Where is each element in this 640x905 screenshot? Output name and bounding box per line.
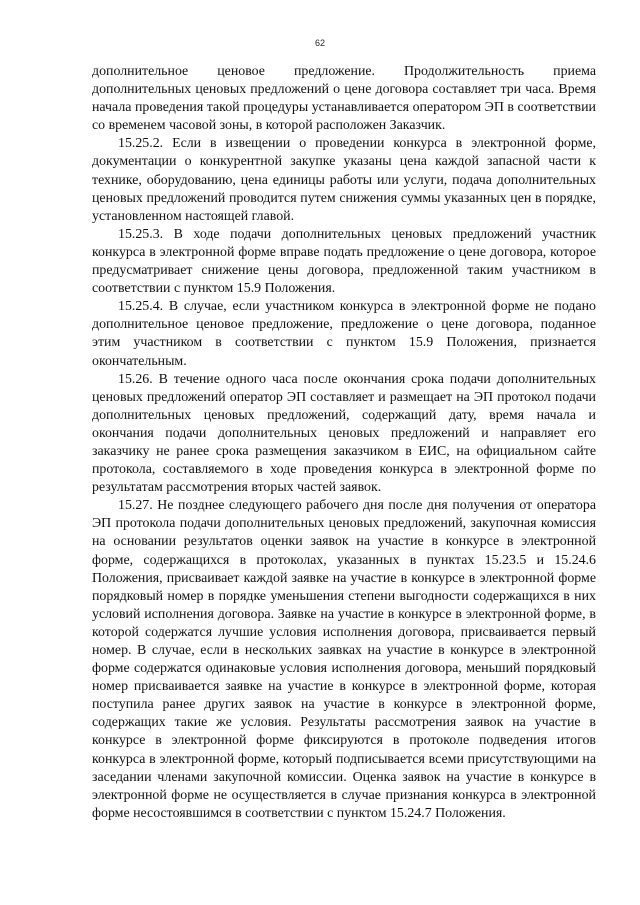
paragraph-15-25-2: 15.25.2. Если в извещении о проведении конкурса в электронной форме, документации о конкурентной закупке указаны цена каждой запасной части к технике, оборудованию, цена единицы работы или услуги, подача дополнительных ценовых предложений проводится путем снижения суммы указанных цен в порядке, установленном настоящей главой. (92, 136, 596, 224)
paragraph-15-26: 15.26. В течение одного часа после окончания срока подачи дополнительных ценовых предложений оператор ЭП составляет и размещает на ЭП протокол подачи дополнительных ценовых предложений, содержащий дату, время начала и окончания подачи дополнительных ценовых предложений и направляет его заказчику не ранее срока размещения заказчиком в ЕИС, на официальном сайте протокола, составляемого в ходе проведения конкурса в электронной форме по результатам рассмотрения вторых частей заявок. (92, 371, 596, 496)
document-body (92, 63, 596, 823)
paragraph-15-27: 15.27. Не позднее следующего рабочего дня после дня получения от оператора ЭП протокола подачи дополнительных ценовых предложений, закупочная комиссия на основании результатов оценки заявок на участие в конкурсе в электронной форме, содержащихся в протоколах, указанных в пунктах 15.23.5 и 15.24.6 Положения, присваивает каждой заявке на участие в конкурсе в электронной форме порядковый номер в порядке уменьшения степени выгодности содержащихся в них условий исполнения договора. Заявке на участие в конкурсе в электронной форме, в которой содержатся лучшие условия исполнения договора, присваивается первый номер. В случае, если в нескольких заявках на участие в конкурсе в электронной форме содержатся одинаковые условия исполнения договора, меньший порядковый номер присваивается заявке на участие в конкурсе в электронной форме, которая поступила ранее других заявок на участие в конкурсе в электронной форме, содержащих такие же условия. Результаты рассмотрения заявок на участие в конкурсе в электронной форме фиксируются в протоколе подведения итогов конкурса в электронной форме, который подписывается всеми присутствующими на заседании членами закупочной комиссии. Оценка заявок на участие в конкурсе в электронной форме не осуществляется в случае признания конкурса в электронной форме несостоявшимся в соответствии с пунктом 15.24.7 Положения. (92, 498, 596, 821)
paragraph-15-25-3: 15.25.3. В ходе подачи дополнительных ценовых предложений участник конкурса в электронной форме вправе подать предложение о цене договора, которое предусматривает снижение цены договора, предложенной таким участником в соответствии с пунктом 15.9 Положения. (92, 226, 596, 297)
paragraph-15-25-1-continuation: дополнительное ценовое предложение. Продолжительность приема дополнительных ценовых предложений о цене договора составляет три часа. Время начала проведения такой процедуры устанавливается оператором ЭП в соответствии со временем часовой зоны, в которой расположен Заказчик. (92, 64, 596, 134)
page-number: 62 (314, 38, 325, 48)
paragraph-15-25-4: 15.25.4. В случае, если участником конкурса в электронной форме не подано дополнительное ценовое предложение, предложение о цене договора, поданное этим участником в соответствии с пунктом 15.9 Положения, признается окончательным. (92, 299, 596, 369)
